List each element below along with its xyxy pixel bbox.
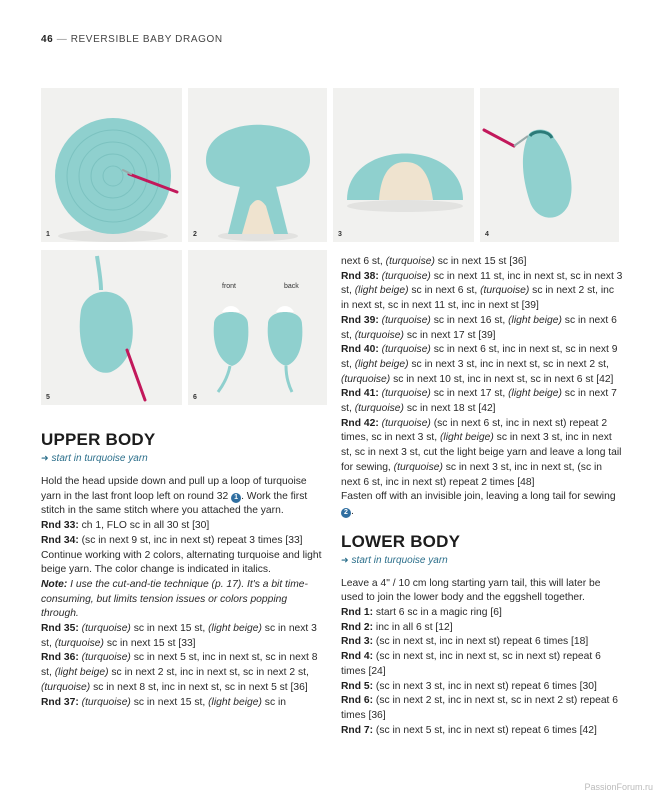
round-text: sc in next 17 st [39] [403,329,496,341]
lower-body-subtitle [341,553,623,568]
lower-round-4 [341,650,623,679]
lower-round-3 [341,635,623,650]
round-label: Rnd 6: [341,695,374,707]
round-text: (sc in next st, inc in next st) repeat 6 times [18] [373,636,589,648]
round-text: sc in next 7 st, [341,388,617,415]
color-light-beige: (light beige) [208,623,262,635]
round-36 [41,651,326,695]
lower-round-5 [341,680,623,695]
chapter-title: REVERSIBLE BABY DRAGON [70,34,223,45]
round-35 [41,622,326,651]
fasten-text: Fasten off with an invisible join, leaving a long tail for sewing [341,491,616,503]
round-label: Rnd 41: [341,388,379,400]
round-text: inc in all 6 st [12] [373,621,453,633]
color-turquoise: (turquoise) [81,652,131,664]
fasten-off [341,490,623,519]
lower-round-6 [341,694,623,723]
upper-body-intro [41,475,326,519]
color-turquoise: (turquoise) [381,270,431,282]
round-label: Rnd 33: [41,520,79,532]
photo-2 [188,88,327,242]
round-label: Rnd 5: [341,680,374,692]
photo-4-illustration [480,88,619,242]
round-37-continued [341,255,623,270]
round-text: sc in next 6 st, [341,314,617,341]
label-back: back [284,283,299,290]
color-turquoise: (turquoise) [385,256,435,267]
color-light-beige: (light beige) [440,432,494,444]
round-label: Rnd 42: [341,417,379,429]
color-turquoise: (turquoise) [480,285,530,297]
round-text: sc in next 3 st, inc in next st, sc in next 3 st, cut the light beige yarn and leave a long tail for sewing, [341,432,622,473]
photo-number: 6 [193,394,197,401]
color-turquoise: (turquoise) [81,696,131,708]
photo-4 [480,88,619,242]
step-badge-icon: 1 [231,493,241,503]
photo-number: 1 [46,231,50,238]
page-number: 46 [41,34,54,45]
left-column [41,430,326,710]
lower-body-heading: LOWER BODY [341,531,461,551]
round-33 [41,519,326,534]
round-39 [341,314,623,343]
round-text: ch 1, FLO sc in all 30 st [30] [78,520,210,532]
upper-body-subtitle [41,451,326,466]
round-text: sc in next 15 st [36] [434,256,527,267]
round-text: sc in next 3 st, [41,623,317,649]
color-turquoise: (turquoise) [54,637,104,649]
round-label: Rnd 35: [41,623,79,635]
round-text: sc in next 3 st, inc in next st, sc in next 2 st, [408,358,609,370]
note-text: I use the cut-and-tie technique (p. 17). It's a bit time-consuming, but limits tension issues or colors popping through. [41,578,308,620]
round-42 [341,417,623,491]
round-text: sc in next 3 st, inc in next st, (sc in next 6 st, inc in next st) repeat 2 times [48] [341,461,602,488]
note [41,578,326,622]
round-text: next 6 st, [341,256,386,267]
round-34 [41,534,326,549]
photo-number: 2 [193,231,197,238]
round-text: sc in next 6 st, [408,285,481,297]
round-40 [341,343,623,387]
round-text: (sc in next 2 st, inc in next st, sc in next 2 st) repeat 6 times [36] [341,695,618,721]
round-label: Rnd 37: [41,696,79,708]
color-turquoise: (turquoise) [354,403,404,415]
lower-round-1 [341,606,623,621]
round-text: sc in [261,696,286,708]
color-turquoise: (turquoise) [381,388,431,400]
round-text: (sc in next 5 st, inc in next st) repeat 6 times [42] [373,724,597,736]
note-label: Note: [41,578,68,590]
round-label: Rnd 38: [341,270,379,282]
round-text: sc in next 18 st [42] [403,403,496,415]
photo-6-illustration [188,250,327,405]
subtitle-text: start in turquoise yarn [51,453,148,464]
round-text: sc in next 2 st, inc in next st, sc in next 2 st, [108,667,309,679]
round-label: Rnd 2: [341,621,374,633]
photo-number: 5 [46,394,50,401]
photo-6 [188,250,327,405]
photo-2-illustration [188,88,327,242]
watermark: PassionForum.ru [584,782,653,792]
round-label: Rnd 39: [341,314,379,326]
photo-1-illustration [41,88,182,242]
color-turquoise: (turquoise) [393,461,443,473]
lower-round-7 [341,724,623,739]
color-light-beige: (light beige) [354,285,409,297]
round-text: (sc in next 3 st, inc in next st) repeat 6 times [30] [373,680,597,692]
header-separator: — [56,34,68,45]
photo-5-illustration [41,250,182,405]
photo-number: 4 [485,231,489,238]
round-text: sc in next 15 st [33] [103,637,196,649]
color-turquoise: (turquoise) [381,314,431,326]
color-light-beige: (light beige) [508,388,562,400]
page-header [41,34,223,45]
photo-number: 3 [338,231,342,238]
round-label: Rnd 3: [341,636,374,648]
color-turquoise: (turquoise) [341,373,391,385]
subtitle-text: start in turquoise yarn [351,554,448,566]
round-text: sc in next 15 st, [130,623,209,635]
round-text: sc in next 8 st, inc in next st, sc in next 5 st [36] [90,681,308,693]
round-text: sc in next 6 st, inc in next st, sc in next 9 st, [341,344,618,370]
round-text: (sc in next st, inc in next st, sc in next st) repeat 6 times [24] [341,651,601,677]
round-label: Rnd 1: [341,607,374,619]
round-text: sc in next 15 st, [130,696,209,708]
round-text: sc in next 10 st, inc in next st, sc in next 6 st [42] [390,373,614,385]
round-38 [341,270,623,314]
lower-round-2 [341,621,623,636]
label-front: front [222,283,237,290]
color-turquoise: (turquoise) [41,681,91,693]
round-label: Rnd 34: [41,534,79,546]
photo-3 [333,88,474,242]
intro-text-end: . Work the first stitch in the same stitch where you attached the yarn. [41,490,308,517]
round-text: (sc in next 9 st, inc in next st) repeat 3 times [33] [78,534,303,546]
photo-1 [41,88,182,242]
upper-body-heading: UPPER BODY [41,430,156,449]
color-light-beige: (light beige) [354,358,409,370]
continue-note: Continue working with 2 colors, alternating turquoise and light beige yarn. The color change is indicated in italics. [41,549,322,576]
arrow-icon: ➜ [341,554,349,565]
round-text: sc in next 11 st, inc in next st, sc in next 3 st, [341,270,623,297]
lower-body-intro: Leave a 4" / 10 cm long starting yarn tail, this will later be used to join the lower body and the eggshell together. [341,577,601,604]
round-41 [341,387,623,416]
photo-3-illustration [333,88,474,242]
color-light-beige: (light beige) [508,314,562,326]
round-text: sc in next 17 st, [430,388,509,400]
round-37 [41,696,326,711]
step-badge-icon: 2 [341,508,351,518]
color-light-beige: (light beige) [208,696,262,708]
right-column [341,255,623,738]
color-turquoise: (turquoise) [81,623,131,635]
round-text: sc in next 2 st, inc in next st, sc in next 11 st, inc in next st [39] [341,285,615,312]
round-label: Rnd 40: [341,344,379,356]
round-text: (sc in next 6 st, inc in next st) repeat 2 times, sc in next 3 st, [341,417,608,444]
round-label: Rnd 4: [341,651,374,663]
round-text: sc in next 5 st, inc in next st, sc in next 8 st, [41,652,318,679]
photo-5 [41,250,182,405]
color-turquoise: (turquoise) [381,344,431,356]
color-turquoise: (turquoise) [354,329,404,341]
color-turquoise: (turquoise) [381,417,431,429]
color-light-beige: (light beige) [54,667,109,679]
round-text: sc in next 16 st, [430,314,509,326]
round-label: Rnd 36: [41,652,79,664]
round-label: Rnd 7: [341,724,374,736]
intro-text: Hold the head upside down and pull up a loop of turquoise yarn in the last front loop left on round 32 [41,476,307,502]
fasten-text-end: . [351,505,354,517]
arrow-icon: ➜ [41,453,49,463]
round-text: start 6 sc in a magic ring [6] [373,607,502,619]
